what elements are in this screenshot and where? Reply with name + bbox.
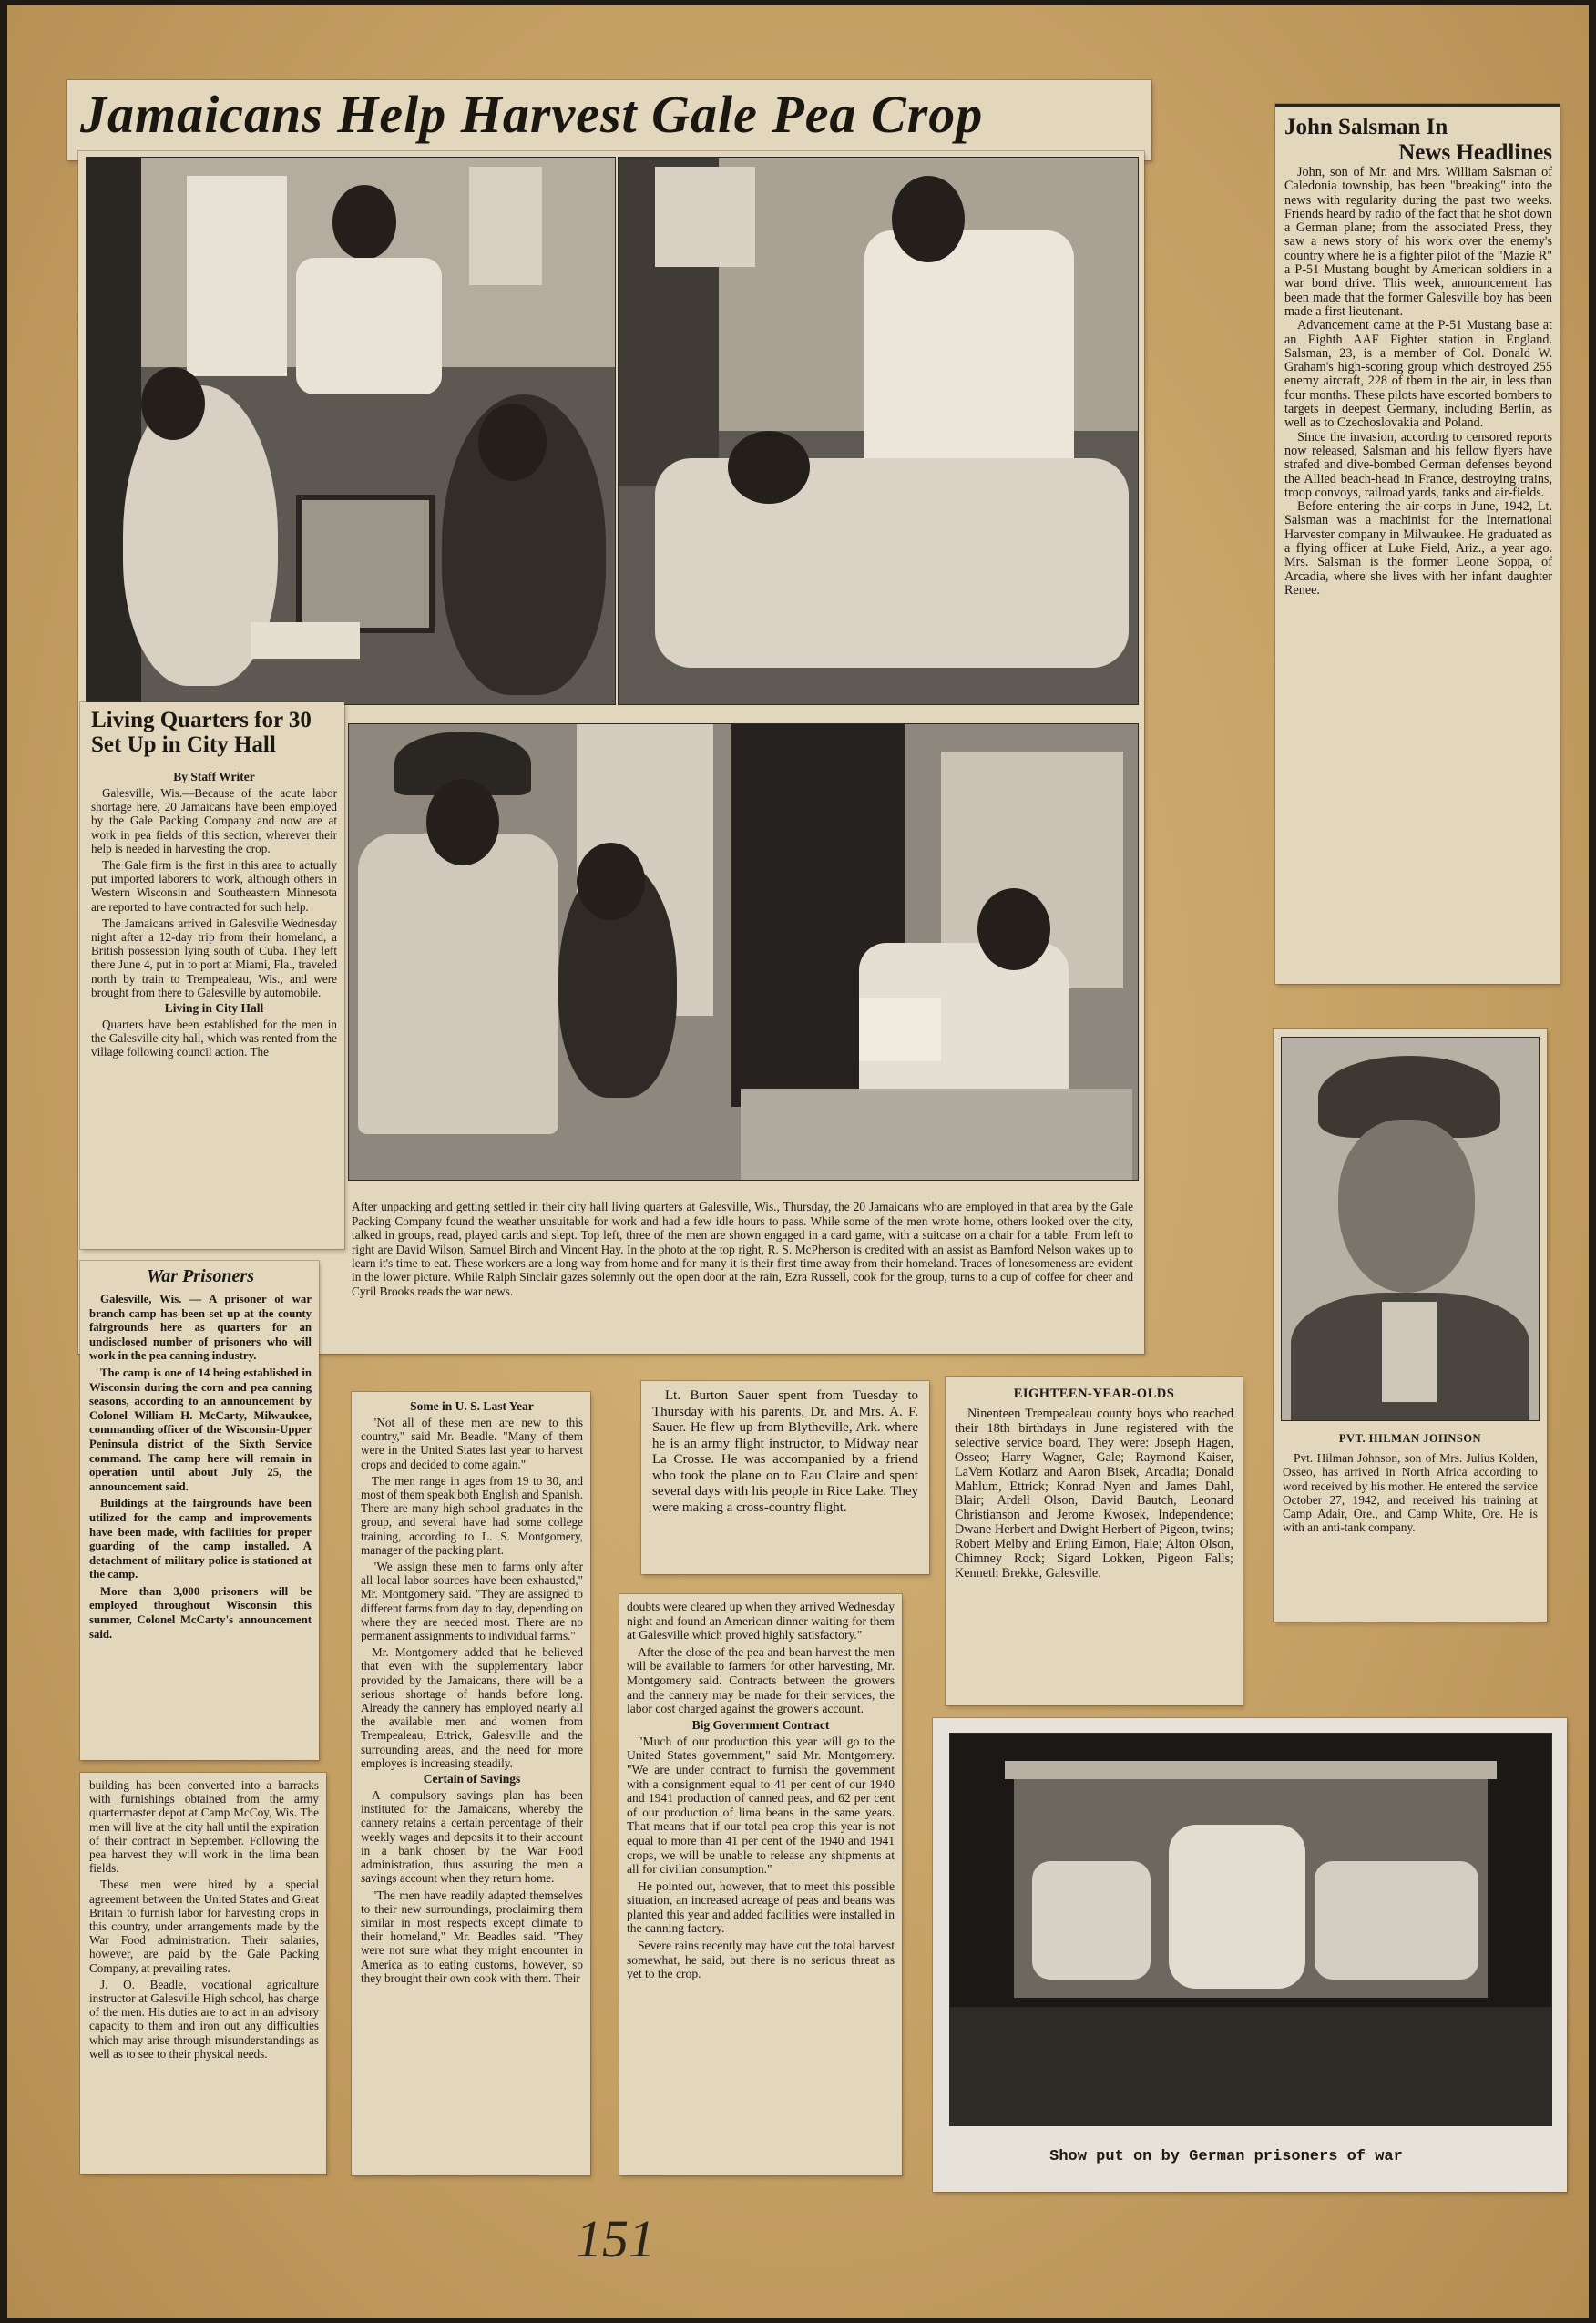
- living-quarters-para-1: Galesville, Wis.—Because of the acute labor shortage here, 20 Jamaicans have been employed by the Gale Packing Company and now are at work in pea fields of this section, wherever their help is needed in harvesting the crop.: [91, 786, 337, 855]
- main-headline: Jamaicans Help Harvest Gale Pea Crop: [80, 85, 984, 144]
- photo-face-sleeping: [728, 431, 810, 504]
- war-prisoners-para-2: The camp is one of 14 being established in Wisconsin during the corn and pea canning seasons, according to an announcement by Colonel William H. McCarty, Milwaukee, commanding officer of the Wisconsin-Upper Peninsula district of the Sixth Service command. The camp here will remain in operation until about July 25, the announcement said.: [89, 1366, 312, 1493]
- war-prisoners-para-3: Buildings at the fairgrounds have been utilized for the camp and improvements have been made, with facilities for proper guarding of the camp installed. A detachment of military police is stationed at the camp.: [89, 1497, 312, 1581]
- some-in-us-para-3: "We assign these men to farms only after all local labor sources have been exhausted," Mr. Montgomery said. "They are assigned to different farms from day to day, depending on where they are needed most. There are no permanent assignments to individual farms.": [361, 1560, 583, 1643]
- some-in-us-clipping: [352, 1392, 590, 2175]
- photo-performers-left: [1032, 1861, 1151, 1980]
- photo-face-reader: [977, 888, 1050, 970]
- contract-para-2: He pointed out, however, that to meet this possible situation, an increased acreage of peas and beans was planted this year and added facilities were installed in the canning factory.: [627, 1878, 895, 1936]
- photo-standing-man-shirt: [864, 230, 1074, 476]
- photo-hanging-shirt: [469, 167, 542, 285]
- photo-blanket: [655, 458, 1129, 668]
- salsman-title-line-2: News Headlines: [1398, 140, 1552, 165]
- photo-face-middle: [577, 843, 645, 920]
- photo-prisoner-show: [949, 1733, 1552, 2126]
- photo-shirt-collar: [1382, 1302, 1437, 1402]
- page-number: 151: [576, 2209, 655, 2268]
- photo-face-right: [478, 404, 547, 481]
- photo-dancer: [1169, 1825, 1305, 1989]
- living-in-city-hall-subhead: Living in City Hall: [164, 1001, 264, 1016]
- photo-checked-blanket: [741, 1089, 1132, 1180]
- photo-lonesomeness: [348, 723, 1139, 1181]
- contract-para-3: Severe rains recently may have cut the total harvest somewhat, he said, but there is no serious threat as yet to the crop.: [627, 1939, 895, 1981]
- war-prisoners-para-4: More than 3,000 prisoners will be employed throughout Wisconsin this summer, Colonel McCarty's announcement said.: [89, 1584, 312, 1641]
- some-in-us-para-4: Mr. Montgomery added that he believed that even with the supplementary labor provided by the Jamaicans, there will be a serious shortage of hands before long. Already the cannery has employed nearly all the available men and women from Trempealeau, Ettrick, Galesville and the surrounding areas, and the need for more employes is increasing steadily.: [361, 1645, 583, 1770]
- photo-suitcase-table: [296, 495, 435, 633]
- some-in-us-para-2: The men range in ages from 19 to 30, and most of them speak both English and Spanish. There are many high school graduates in the group, and several have had some college training, according to L. S. Montgomery, manager of the packing plant.: [361, 1473, 583, 1557]
- salsman-para-3: Since the invasion, accordng to censored reports now released, Salsman and his fellow flyers have strafed and dive-bombed German defenses beyond the Allied beach-head in France, destroying trains, troop convoys, railroad yards, tanks and air-fields.: [1284, 429, 1552, 500]
- photo-hilman-johnson: [1281, 1037, 1540, 1421]
- some-in-us-para-1: "Not all of these men are new to this country," said Mr. Beadle. "Many of them were in the United States last year to harvest crops and decided to come again.": [361, 1416, 583, 1471]
- photo-face-left: [141, 367, 205, 440]
- continued-para-1: building has been converted into a barracks with furnishings obtained from the army quartermaster depot at Camp McCoy, Wis. The men will live at the city hall until the expiration of their contract in September. Following the pea harvest they will work in the lima bean fields.: [89, 1778, 319, 1876]
- photo-white-shirt: [296, 258, 442, 394]
- some-in-us-subhead: Some in U. S. Last Year: [410, 1399, 534, 1413]
- photo-face-standing-man: [332, 185, 396, 260]
- show-caption: Show put on by German prisoners of war: [1049, 2148, 1403, 2165]
- war-prisoners-clipping: [80, 1261, 319, 1760]
- sauer-clipping: [641, 1381, 929, 1574]
- johnson-para: Pvt. Hilman Johnson, son of Mrs. Julius Kolden, Osseo, has arrived in North Africa according to word received by his mother. He entered the service October 27, 1942, and received his training at Camp Adair, Ore., and Camp White, Ore. He is with an anti-tank company.: [1283, 1451, 1538, 1535]
- photo-sleeping-man: [618, 157, 1139, 705]
- eighteen-year-olds-para: Ninenteen Trempealeau county boys who reached their 18th birthdays in June registered with the selective service board. They were: Joseph Hagen, Osseo; Harry Wagner, Gale; Raymond Kaiser, LaVern Kotlarz and Aaron Bisek, Arcadia; Donald Mahlum, Ettrick; Konrad Nyen and James Dahl, Blair; Ardell Olson, David Bautch, Leonard Christianson and Jerome Kwosek, Independence; Dwane Herbert and Dwight Herbert of Pigeon, twins; Robert Melby and Erling Eimon, Hale; Alton Olson, Chimney Rock; Sigard Lokken, Pigeon Falls; Kenneth Brekke, Galesville.: [955, 1407, 1233, 1581]
- photo-stage-valance: [1005, 1761, 1497, 1779]
- photo-stage-floor: [950, 2007, 1551, 2125]
- doubts-clipping: [619, 1594, 902, 2175]
- headline-clipping: [67, 80, 1151, 160]
- living-quarters-byline: By Staff Writer: [173, 770, 255, 783]
- photo-playing-cards: [251, 622, 360, 659]
- photo-caption-text: After unpacking and getting settled in their city hall living quarters at Galesville, Wis., Thursday, the 20 Jamaicans who are employed in that area by the Gale Packing Company found the weather unsuitable for work and had a few idle hours to pass. While some of the men wrote home, others looked over the city, talked in groups, read, played cards and slept. Top left, three of the men are shown engaged in a card game, with a suitcase on a chair for a table. From left to right are David Wilson, Samuel Birch and Vincent Hay. In the photo at the top right, R. S. McPherson is credited with an assist as Barnford Nelson wakes up to learn it's time to eat. These workers are a long way from home and for many it is their first time away from their homeland. Traces of lonesomeness are evident in the lower picture. While Ralph Sinclair gazes solemnly out the open door at the rain, Ezra Russell, cook for the group, turns to a cup of coffee for cheer and Cyril Brooks reads the war news.: [352, 1200, 1133, 1298]
- eighteen-year-olds-clipping: [946, 1377, 1243, 1705]
- sauer-para: Lt. Burton Sauer spent from Tuesday to Thursday with his parents, Dr. and Mrs. A. F. Sauer. He flew up from Blytheville, Ark. where he is an army flight instructor, to Midway near La Crosse. He was accompanied by a friend who took the plane on to Eau Claire and spent several days with his people in Rice Lake. They were making a cross-country flight.: [652, 1388, 918, 1515]
- continued-para-3: J. O. Beadle, vocational agriculture instructor at Galesville High school, has charge of the men. His duties are to act in an advisory capacity to them and iron out any difficulties which may arise through misunderstandings as well as to see to their physical needs.: [89, 1977, 319, 2061]
- photo-hanging-towel: [655, 167, 755, 267]
- photo-face-standing: [892, 176, 965, 262]
- living-quarters-para-2: The Gale firm is the first in this area to actually put imported laborers to work, although others in Western Wisconsin and Southeastern Minnesota are reported to have contracted for such help.: [91, 858, 337, 914]
- johnson-caption: PVT. HILMAN JOHNSON: [1338, 1432, 1482, 1445]
- contract-para-1: "Much of our production this year will go to the United States government," said Mr. Montgomery. "We are under contract to furnish the government with a consignment equal to 41 per cent of our 1940 and 1941 production of canned peas, and 62 per cent of our production of lima beans in the same years. That means that if our total pea crop this year is not equal to more than 41 per cent of the 1940 and 1941 crops, we will be unable to release any shipments at all for civilian consumption.": [627, 1734, 895, 1877]
- war-prisoners-para-1: Galesville, Wis. — A prisoner of war branch camp has been set up at the county fairgrounds here as quarters for an undisclosed number of prisoners who will work in the pea canning industry.: [89, 1293, 312, 1363]
- salsman-para-4: Before entering the air-corps in June, 1942, Lt. Salsman was a machinist for the International Harvester company in Milwaukee. He graduated as a flying officer at Luke Field, Ariz., a year ago. Mrs. Salsman is the former Leone Soppa, of Arcadia, where she lives with her infant daughter Renee.: [1284, 499, 1552, 598]
- photo-portrait-face: [1338, 1120, 1475, 1293]
- photo-card-game: [86, 157, 616, 705]
- salsman-top-rule: [1275, 104, 1560, 107]
- living-quarters-para-3: The Jamaicans arrived in Galesville Wednesday night after a 12-day trip from their homeland, a British possession lying south of Cuba. They left there June 4, put in to port at Miami, Fla., traveled north by train to Trempealeau, Wis., and were brought from there to Galesville by automobile.: [91, 916, 337, 999]
- savings-para-1: A compulsory savings plan has been instituted for the Jamaicans, whereby the cannery retains a certain percentage of their weekly wages and deposits it to their account in a bank chosen by the War Food administration, thus assuring the men a savings account when they return home.: [361, 1788, 583, 1886]
- salsman-para-2: Advancement came at the P-51 Mustang base at an Eighth AAF Fighter station in England. Salsman, 23, is a member of Col. Donald W. Graham's high-scoring group which destroyed 255 enemy aircraft, 228 of them in the air, in less than four months. These pilots have escorted bombers to targets in deepest Germany, including Berlin, as well as to Czechoslovakia and Poland.: [1284, 318, 1552, 431]
- continued-article-clipping: [80, 1773, 326, 2174]
- living-quarters-clipping: [80, 702, 344, 1249]
- scrapbook-page: [7, 5, 1589, 2318]
- eighteen-year-olds-title: EIGHTEEN-YEAR-OLDS: [1013, 1387, 1175, 1401]
- war-prisoners-title: War Prisoners: [147, 1266, 254, 1286]
- salsman-title-line-1: John Salsman In: [1284, 115, 1448, 139]
- living-quarters-title: Living Quarters for 30 Set Up in City Hall: [91, 708, 312, 757]
- photo-man-in-hat-shirt: [358, 834, 558, 1134]
- photo-face-hat: [426, 779, 499, 865]
- salsman-clipping: [1275, 104, 1560, 984]
- doubts-para-1: doubts were cleared up when they arrived Wednesday night and found an American dinner waiting for them at Galesville which proved highly satisfactory.": [627, 1600, 895, 1642]
- photo-hanging-clothes: [187, 176, 287, 376]
- big-government-contract-subhead: Big Government Contract: [691, 1717, 830, 1732]
- johnson-clipping: [1274, 1029, 1547, 1622]
- savings-para-2: "The men have readily adapted themselves to their new surroundings, proclaiming them similar in most respects except climate to their homeland," Mr. Beadles said. "They were not sure what they might encounter in America as to eating customs, however, so they brought their own cook with them. Their: [361, 1888, 583, 1985]
- photo-performers-right: [1315, 1861, 1478, 1980]
- doubts-para-2: After the close of the pea and bean harvest the men will be available to farmers for other harvesting, Mr. Montgomery said. Contracts between the growers and the cannery may be made for their services, the labor cost charged against the grower's account.: [627, 1644, 895, 1716]
- continued-para-2: These men were hired by a special agreement between the United States and Great Britain to furnish labor for harvesting crops in this country, under arrangements made by the War Food administration. Their salaries, however, are paid by the Gale Packing Company, at prevailing rates.: [89, 1878, 319, 1975]
- living-quarters-para-4: Quarters have been established for the men in the Galesville city hall, which was rented from the village following council action. The: [91, 1018, 337, 1059]
- photo-caption: [352, 1188, 1133, 1310]
- photo-newspaper: [859, 998, 941, 1061]
- salsman-para-1: John, son of Mr. and Mrs. William Salsman of Caledonia township, has been "breaking" into the news with regularity during the past two weeks. Friends heard by radio of the fact that he shot down a German plane; from the associated Press, they saw a news story of his work over the enemy's country where he is a fighter pilot of the "Mazie R" a P-51 Mustang bought by American soldiers in a war bond drive. This week, announcement has been made that the former Galesville boy has been made a first lieutenant.: [1284, 165, 1552, 319]
- certain-of-savings-subhead: Certain of Savings: [423, 1772, 521, 1786]
- show-photo-clipping: [933, 1718, 1567, 2192]
